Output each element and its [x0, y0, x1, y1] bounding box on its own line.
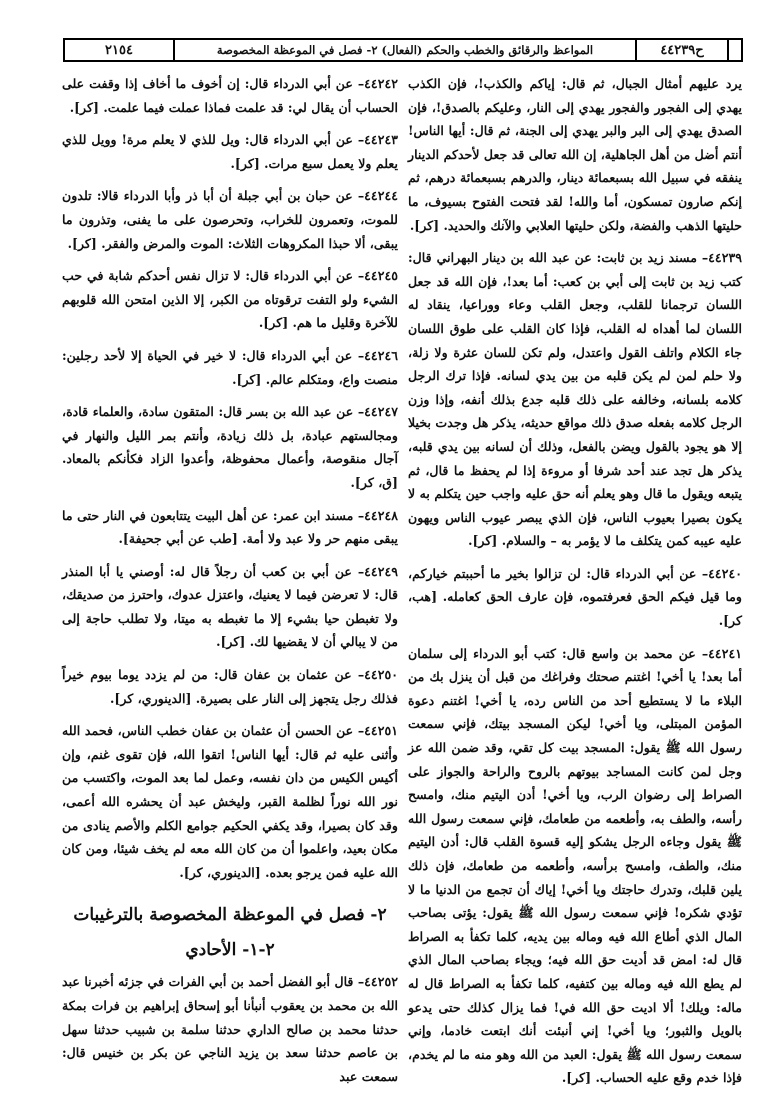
- hadith-text: – عن أبي الدرداء قال: إن أخوف ما أخاف إذا وقفت على الحساب أن يقال لي: قد علمت فماذا عملت فيما علمت. [كر].: [62, 76, 398, 115]
- hadith-text: – مسند ابن عمر: عن أهل البيت يتتابعون في النار حتى ما يبقى منهم حر ولا عبد ولا أمة. [طب عن أبي جحيفة].: [62, 507, 398, 547]
- hadith-number: ٤٤٢٤٢: [364, 76, 398, 91]
- continuation-text: يرد عليهم أمثال الجبال، ثم قال: إياكم والكذب!، فإن الكذب يهدي إلى الفجور والفجور يهدي إلى النار، وعليكم بالصدق!، فإن الصدق يهدي إلى البر والبر يهدي إلى الجنة، ثم قال: أيها الناس! أنتم أضل من أهل الجاهلية، إن الله تعالى قد جعل لأحدكم الدينار ينفقه في سبيل الله بسبعمائة دينار، والدرهم بسبعمائة درهم، ثم إنكم صارون تمسكون، أما والله! لقد فتحت الفتوح بسيوف، ما حليتها الذهب والفضة، ولكن حليتها العلابي والآنك والحديد. [كر].: [408, 76, 742, 233]
- hadith-entry: [62, 663, 398, 710]
- hadith-number: ٤٤٢٤٣: [364, 132, 398, 148]
- hadith-number: ٤٤٢٥٠: [364, 667, 398, 683]
- subsection-title: ٢-١- الأحادي: [185, 940, 275, 961]
- hadith-text: – عن حبان بن أبي جبلة أن أبا ذر وأبا الدرداء قالا: تلدون للموت، وتعمرون للخراب، وتحرصون على ما يفنى، وتذرون ما يبقى، ألا حبذا المكروهات الثلاث: الموت والمرض والفقر. [كر].: [62, 188, 398, 251]
- hadith-entry: [62, 344, 398, 391]
- hadith-entry: [408, 642, 742, 1090]
- hadith-text: – مسند زيد بن ثابت: عن عبد الله بن دينار البهراني قال: كتب زيد بن ثابت إلى أبي بن كعب: أما بعد!، فإن الله قد جعل اللسان ترجمانا للقلب، وجعل القلب وعاء ووراعيا، ينقاد له اللسان لما أهداه له القلب، فإذا كان القلب على طوق اللسان جاء الكلام واتلف القول واعتدل، ولم تكن للسان عثرة ولا زلة، ولا حلم لمن لم يكن قلبه من بين يدي لسانه. فإذا ترك الرجل كلامه بلسانه، وخالفه على ذلك قلبه جدع بذلك أنفه، وإذا وزن الرجل كلامه بفعله صدق ذلك مواقع حديثه، يذكر هل وجدت بخيلا إلا هو يجود بالقول ويضن بالفعل، وذلك أن لسانه بين يدي قلبه، يذكر هل تجد عند أحد شرفا أو مروءة إذا لم يحفظ ما قال، ثم يتبعه ويقول ما قال وهو يعلم أنه حق عليه واجب حين يتكلم به لا يكون بصيرا بعيوب الناس، فإن الذي يبصر عيوب الناس ويهون عليه عيبه كمن يتكلف ما لا يؤمر به – والسلام. [كر].: [408, 250, 742, 549]
- hadith-entry: [408, 246, 742, 553]
- hadith-number: ٤٤٢٤٧: [364, 404, 398, 420]
- hadith-number: ٤٤٢٤٨: [364, 507, 398, 523]
- hadith-entry: [62, 264, 398, 335]
- section-title: ٢- فصل في الموعظة المخصوصة بالترغيبات: [73, 905, 387, 926]
- hadith-number: ٤٤٢٤١: [708, 645, 742, 661]
- hadith-text: – عن عثمان بن عفان قال: من لم يزدد يوما بيوم خيراً فذلك رجل يتجهز إلى النار على بصيرة. [الدينوري، كر].: [62, 667, 398, 706]
- hadith-number: ٤٤٢٣٩: [708, 250, 742, 266]
- hadith-number: ٤٤٢٤٤: [364, 188, 398, 204]
- running-header: [63, 38, 743, 62]
- hadith-text: – عن أبي الدرداء قال: لا خير في الحياة إلا لأحد رجلين: منصت واع، ومتكلم عالم. [كر].: [62, 347, 398, 387]
- hadith-text: – عن أبي الدرداء قال: لن تزالوا بخير ما أحببتم خياركم، وما قيل فيكم الحق فعرفتموه، فإن عارف الحق كعامله. [هب، كر].: [408, 565, 742, 629]
- hadith-text: – عن الحسن أن عثمان بن عفان خطب الناس، فحمد الله وأثنى عليه ثم قال: أيها الناس! اتقوا الله، فإن تقوى غنم، وإن أكيس الكيس من دان نفسه، وعمل لما بعد الموت، واكتسب من نور الله نوراً لظلمة القبر، وليخش عبد أن يحشره الله أعمى، وقد كان بصيرا، وقد يكفي الحكيم جوامع الكلم والأصم ينادى من مكان بعيد، واعلموا أن من كان الله معه لم يخف شيئا، ومن كان الله عليه فمن يرجو بعده. [الدينوري، كر].: [62, 723, 398, 880]
- header-page-number: ٢١٥٤: [65, 40, 175, 60]
- hadith-number: ٤٤٢٥١: [364, 723, 398, 739]
- hadith-number: ٤٤٢٤٦: [364, 347, 398, 363]
- hadith-number: ٤٤٢٤٩: [364, 563, 398, 579]
- hadith-entry: [62, 400, 398, 494]
- hadith-entry: [62, 504, 398, 551]
- hadith-number: ٤٤٢٤٥: [364, 268, 398, 284]
- hadith-entry: [62, 184, 398, 255]
- hadith-text: – عن محمد بن واسع قال: كتب أبو الدرداء إلى سلمان أما بعد! يا أخي! اغتنم صحتك وفراغك من قبل أن ينزل بك من البلاء ما لا يستطيع أحد من الناس رده، يا أخي! اغتنم دعوة المؤمن المبتلى، ويا أخي! ليكن المسجد بيتك، فإني سمعت رسول الله ﷺ يقول: المسجد بيت كل تقي، وقد ضمن الله عز وجل لمن كانت المساجد بيوتهم بالروح والراحة والجواز على الصراط إلى رضوان الرب، ويا أخي! أدن اليتيم منك، وامسح رأسه، والطف به، وأطعمه من طعامك، فإني سمعت رسول الله ﷺ يقول وجاءه الرجل يشكو إليه قسوة القلب قال: أدن اليتيم منك، والطف، وامسح برأسه، وأطعمه من طعامك، فإن ذلك يلين قلبك، وتدرك حاجتك ويا أخي! إياك أن تجمع من الدنيا ما لا تؤدي شكره! فإني سمعت رسول الله ﷺ يقول: يؤتى بصاحب المال الذي أطاع الله فيه وماله بين يديه، كلما تكفأ به الصراط قال له: امض قد أديت حق الله فيه؛ ويجاء بصاحب المال الذي لم يطع الله فيه وماله بين كتفيه، كلما تكفأ به الصراط قال له ماله: ويلك! ألا اديت حق الله في! فما يزال كذلك حتى يدعو بالويل والثبور؛ ويا أخي! إني أنبئت أنك ابتعت خادما، وإني سمعت رسول الله ﷺ يقول: العبد من الله وهو منه ما لم يخدم، فإذا خدم وقع عليه الحساب. [كر].: [408, 645, 742, 1086]
- hadith-entry: [62, 560, 398, 654]
- hadith-number: ٤٤٢٤٠: [708, 565, 742, 581]
- hadith-entry: [408, 562, 742, 633]
- hadith-text: – قال أبو الفضل أحمد بن أبي الفرات في جزئه أخبرنا عبد الله بن محمد بن يعقوب أنبأنا أبو إسحاق إبراهيم بن فرات بمكة حدثنا محمد بن صالح الداري حدثنا سلمة بن شبيب حدثنا سهل بن عاصم حدثنا سعد بن يزيد الناجي عن بكر بن خنيس قال: سمعت عبد: [62, 974, 398, 1084]
- right-column: [408, 72, 742, 1099]
- hadith-entry: [62, 128, 398, 175]
- hadith-text: – عن أبي الدرداء قال: لا تزال نفس أحدكم شابة في حب الشيء ولو التفت ترقوتاه من الكبر، إلا الذين امتحن الله قلوبهم للآخرة وقليل ما هم. [كر].: [62, 268, 398, 331]
- hadith-entry: [62, 970, 398, 1088]
- hadith-entry: [62, 72, 398, 119]
- hadith-entry: [62, 719, 398, 884]
- header-edge: [727, 40, 741, 60]
- hadith-text: – عن أبي بن كعب أن رجلاً قال له: أوصني يا أبا المنذر قال: لا تعرضن فيما لا يعنيك، واعتزل عدوك، واحترز من صديقك، ولا تغبطن حيا بشيء إلا ما تغبطه به ميتا، ولا تطلب حاجة إلى من لا يبالي أن لا يقضيها لك. [كر].: [62, 563, 398, 650]
- left-column: [62, 72, 398, 1097]
- hadith-text: – عن عبد الله بن بسر قال: المتقون سادة، والعلماء قادة، ومجالستهم عبادة، بل ذلك زيادة، وأنتم بمر الليل والنهار في آجال منقوصة، وأعمال محفوظة، وأعدوا الزاد فكأنكم بالمعاد. [ق، كر].: [62, 404, 398, 490]
- hadith-text: – عن أبي الدرداء قال: ويل للذي لا يعلم مرة! وويل للذي يعلم ولا يعمل سبع مرات. [كر].: [62, 132, 398, 171]
- hadith-number: ٤٤٢٥٢: [364, 974, 398, 990]
- header-title: المواعظ والرقائق والخطب والحكم (الفعال) ٢- فصل في الموعظة المخصوصة: [175, 40, 637, 60]
- header-hadith-range: ح٤٤٢٣٩: [660, 42, 704, 58]
